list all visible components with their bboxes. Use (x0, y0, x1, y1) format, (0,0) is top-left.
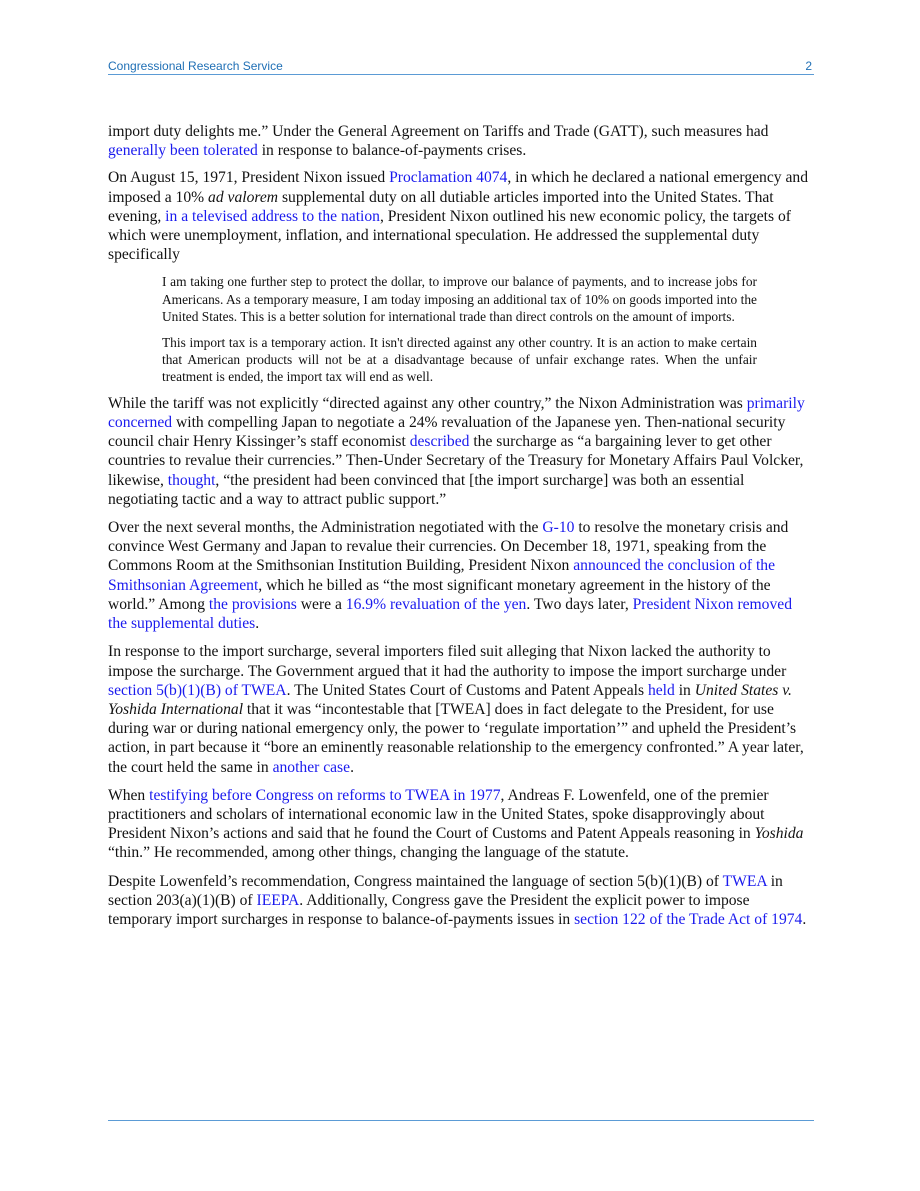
text-run: , which he billed as “the most significant monetary agreement in the history of the world.” Among (108, 576, 771, 613)
text-run: Over the next several months, the Administration negotiated with the (108, 519, 543, 537)
paragraph-gatt (108, 122, 814, 160)
footer-divider (108, 1120, 814, 1121)
link-held[interactable]: held (647, 681, 675, 699)
link-thought[interactable]: thought (167, 471, 216, 489)
text-run: . The United States Court of Customs and Patent Appeals (286, 681, 648, 699)
text-run: , President Nixon outlined his new economic policy, the targets of which were unemployment, inflation, and international speculation. He addressed the supplemental duty specifically (108, 207, 791, 264)
link-primarily-concerned[interactable]: primarily concerned (108, 394, 805, 432)
italic-yoshida: Yoshida (754, 825, 804, 843)
link-twea[interactable]: TWEA (722, 872, 767, 890)
block-quote-2: This import tax is a temporary action. It isn't directed against any other country. It is an action to make certain that American products will not be at a disadvantage because of unfair exchange rates. When the unfair treatment is ended, the import tax will end as well. (162, 334, 757, 385)
text-run: , “the president had been convinced that [the import surcharge] was both an essential negotiating tactic and a way to attract public support.” (108, 471, 745, 508)
text-run: . (802, 910, 807, 928)
text-run: . (255, 615, 260, 633)
text-run: When (108, 786, 150, 804)
link-the-provisions[interactable]: the provisions (208, 595, 297, 613)
page-number: 2 (805, 59, 812, 73)
text-run: supplemental duty on all dutiable articles imported into the United States. That evening, (108, 188, 774, 225)
link-section-122-trade-act[interactable]: section 122 of the Trade Act of 1974 (574, 910, 803, 928)
text-run: . Two days later, (526, 595, 633, 613)
paragraph-tariff-japan (108, 394, 814, 509)
header-title: Congressional Research Service (108, 59, 283, 73)
text-run: . Additionally, Congress gave the President the explicit power to impose temporary import surcharges in response to balance-of-payments issues in (108, 891, 750, 928)
text-run: in response to balance-of-payments crises. (257, 142, 527, 160)
header-divider (108, 74, 814, 75)
text-run: “thin.” He recommended, among other things, changing the language of the statute. (108, 844, 629, 862)
text-run: that it was “incontestable that [TWEA] does in fact delegate to the President, for use during war or during national emergency only, the power to ‘regulate importation’” and upheld the President’s action, in part because it “bore an eminently reasonable relationship to the emergency confronted.” A year later, the court held the same in (108, 700, 804, 776)
block-quote-1: I am taking one further step to protect the dollar, to improve our balance of payments, and to increase jobs for Americans. As a temporary measure, I am today imposing an additional tax of 10% on goods imported into the United States. This is a better solution for international trade than direct controls on the amount of imports. (162, 274, 757, 325)
link-televised-address[interactable]: in a televised address to the nation (165, 207, 380, 225)
link-ieepa[interactable]: IEEPA (256, 891, 300, 909)
paragraph-yoshida (108, 642, 814, 776)
text-run: import duty delights me.” Under the General Agreement on Tariffs and Trade (GATT), such measures had (108, 123, 769, 140)
text-run: While the tariff was not explicitly “directed against any other country,” the Nixon Administration was (108, 394, 747, 412)
paragraph-proclamation (108, 168, 814, 264)
text-run: in (674, 681, 695, 699)
text-run: to resolve the monetary crisis and convince West Germany and Japan to revalue their currencies. On December 18, 1971, speaking from the Commons Room at the Smithsonian Institution Building, President Nixon (108, 519, 789, 575)
link-testifying-1977[interactable]: testifying before Congress on reforms to TWEA in 1977 (149, 786, 501, 804)
text-run: were a (296, 595, 346, 613)
link-yen-revaluation[interactable]: 16.9% revaluation of the yen (345, 595, 527, 613)
link-smithsonian-agreement[interactable]: announced the conclusion of the Smithsonian Agreement (108, 557, 776, 594)
text-run: In response to the import surcharge, several importers filed suit alleging that Nixon lacked the authority to impose the surcharge. The Government argued that it had the authority to impose the import surcharge under (108, 643, 787, 680)
text-run: On August 15, 1971, President Nixon issued (108, 169, 390, 187)
link-g-10[interactable]: G-10 (542, 519, 575, 537)
paragraph-smithsonian (108, 518, 814, 633)
text-run: with compelling Japan to negotiate a 24% revaluation of the Japanese yen. Then-national security council chair Henry Kissinger’s staff economist (108, 414, 786, 451)
document-body (108, 122, 814, 938)
text-run: Despite Lowenfeld’s recommendation, Congress maintained the language of section 5(b)(1)(B) of (108, 872, 723, 890)
text-run: , in which he declared a national emergency and imposed a 10% (108, 169, 808, 206)
link-section-5b1b-twea[interactable]: section 5(b)(1)(B) of TWEA (108, 681, 287, 699)
link-generally-been-tolerated[interactable]: generally been tolerated (108, 142, 258, 160)
link-proclamation-4074[interactable]: Proclamation 4074 (389, 169, 508, 187)
link-removed-duties[interactable]: President Nixon removed the supplemental duties (108, 595, 792, 633)
paragraph-lowenfeld (108, 786, 814, 863)
text-run: . (350, 758, 354, 776)
text-run: the surcharge as “a bargaining lever to get other countries to revalue their currencies.” Then-Under Secretary of the Treasury for Monetary Affairs Paul Volcker, likewise, (108, 433, 804, 489)
paragraph-ieepa (108, 872, 814, 930)
text-run: in section 203(a)(1)(B) of (108, 872, 783, 909)
italic-case-name: United States v. Yoshida International (108, 681, 792, 718)
page-header (108, 59, 814, 73)
link-described[interactable]: described (409, 433, 470, 451)
link-another-case[interactable]: another case (272, 758, 351, 776)
text-run: , Andreas F. Lowenfeld, one of the premier practitioners and scholars of international economic law in the United States, spoke disapprovingly about President Nixon’s actions and said that he found the Court of Customs and Patent Appeals reasoning in (108, 786, 769, 843)
italic-ad-valorem: ad valorem (208, 188, 279, 206)
